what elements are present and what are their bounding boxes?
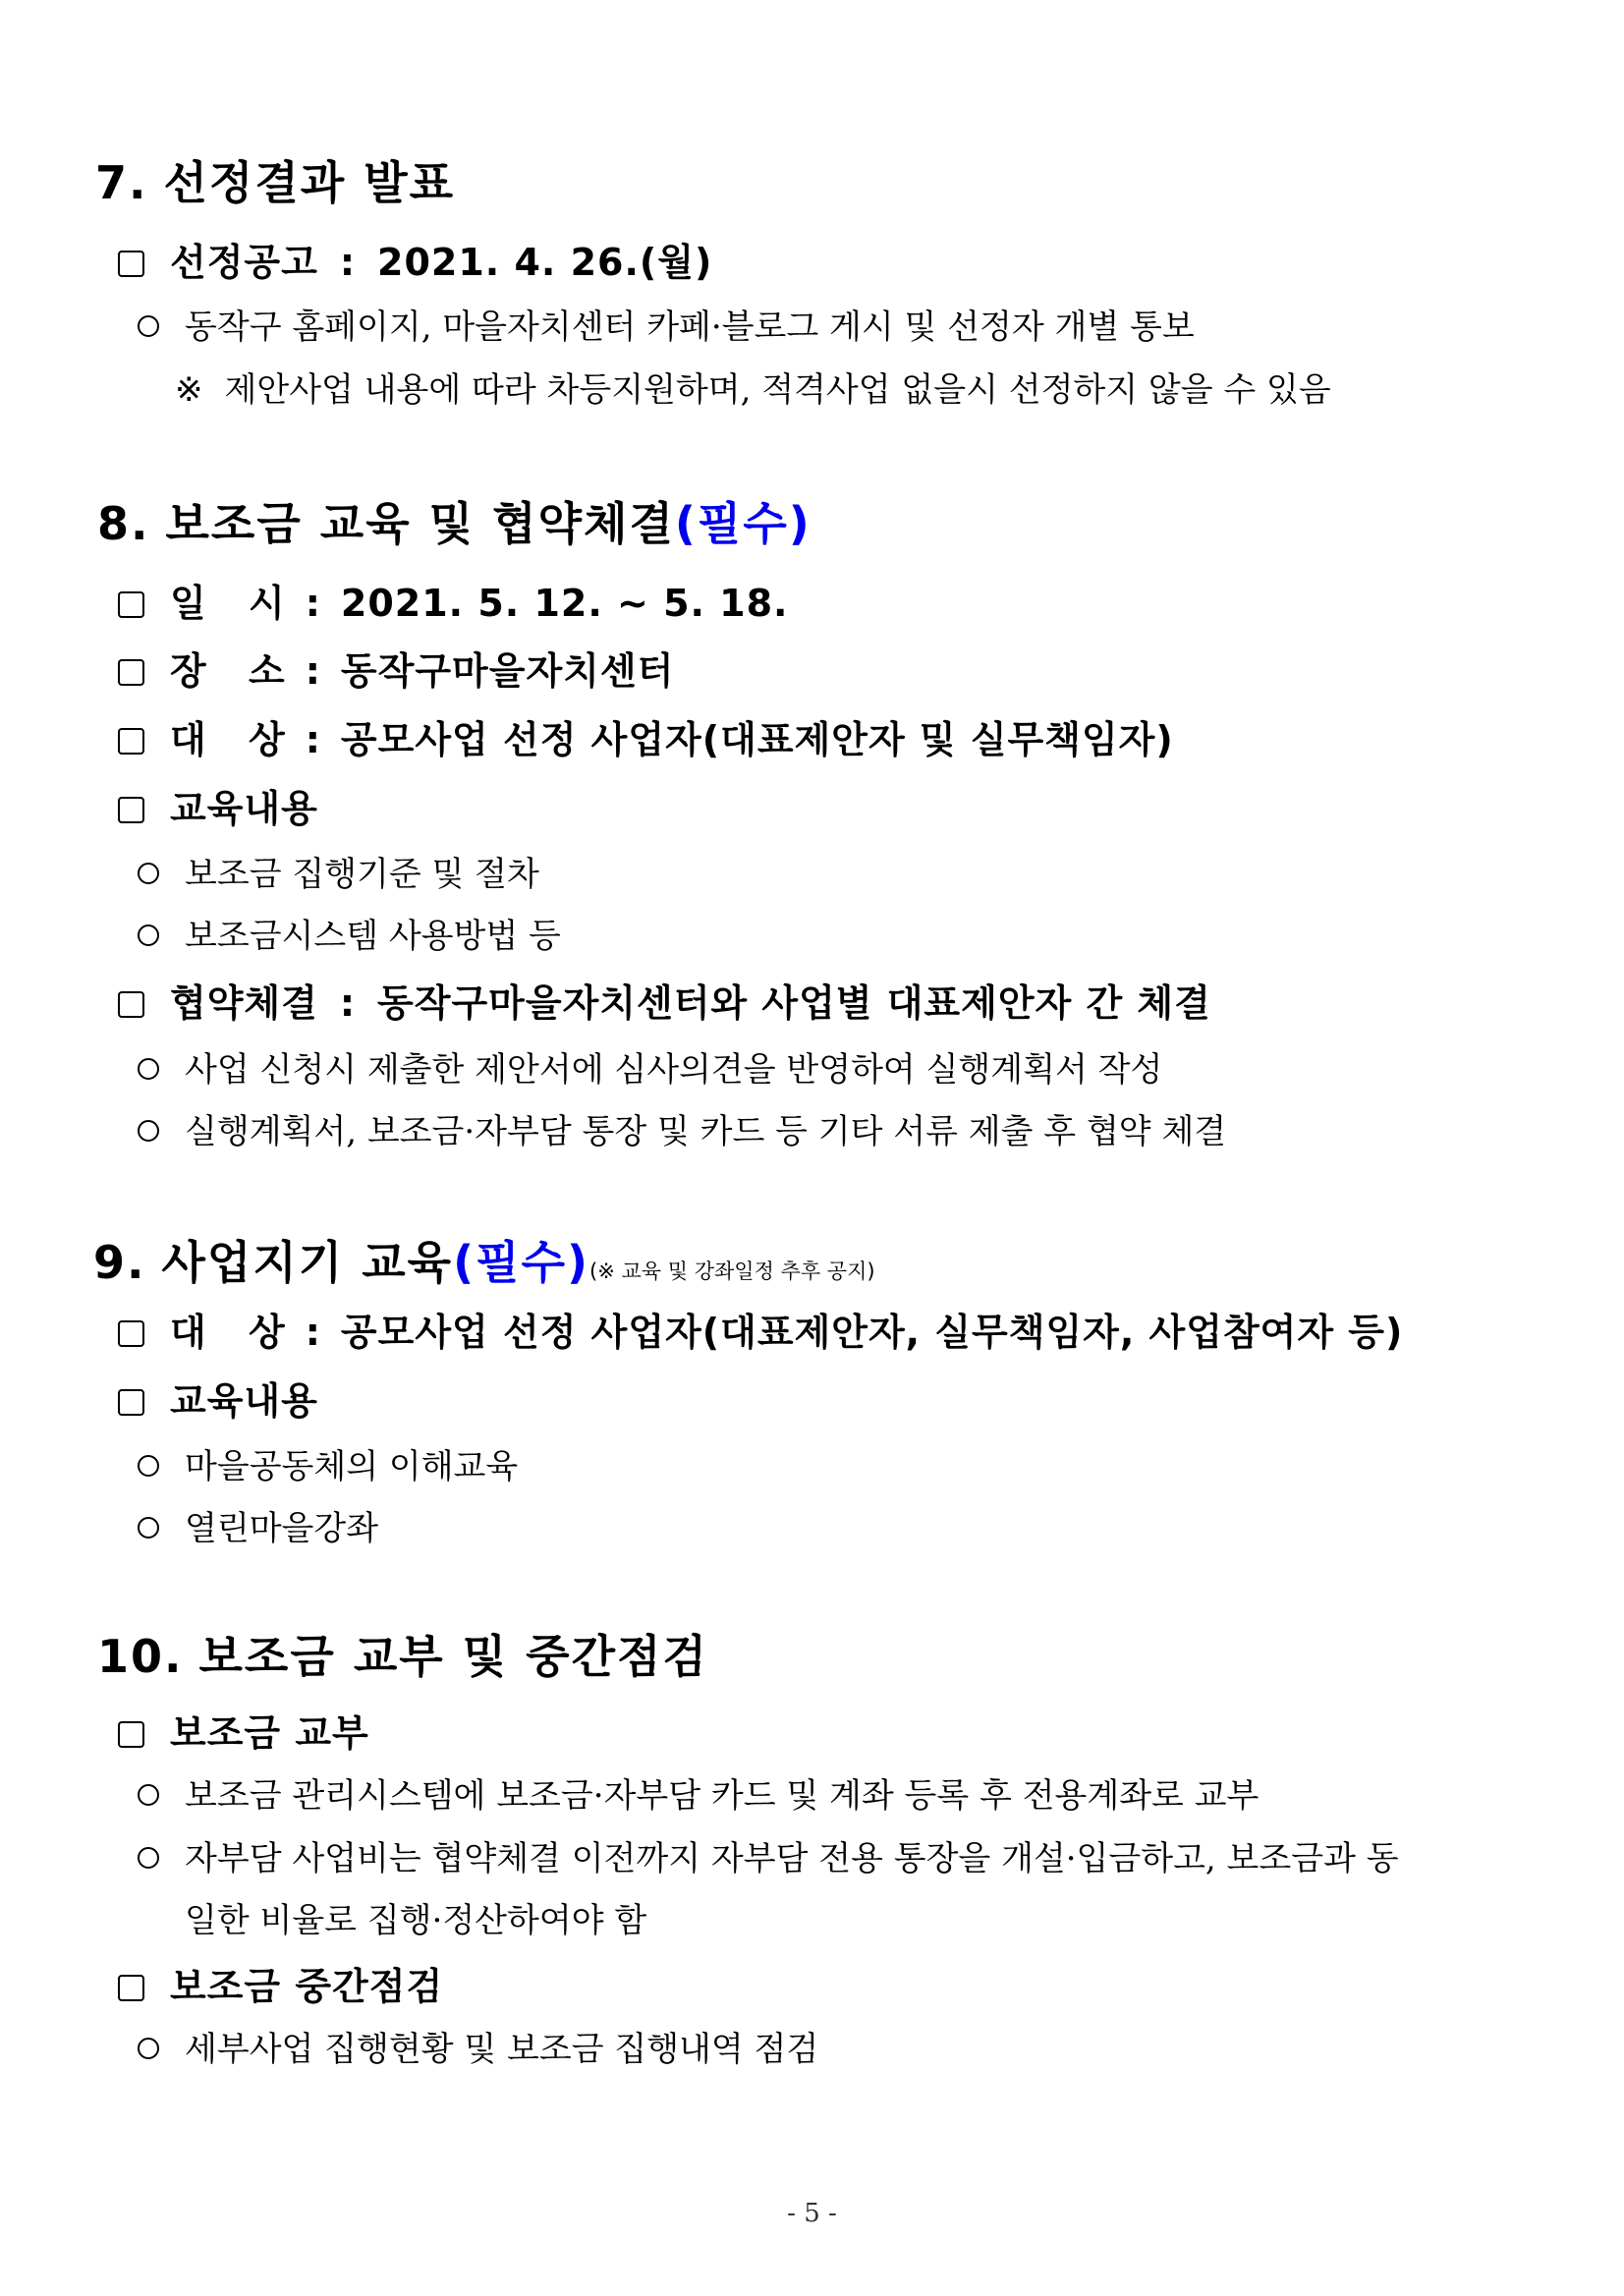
checkbox-square-icon bbox=[118, 1389, 144, 1416]
s7-bullet-1-text: 동작구 홈페이지, 마을자치센터 카페·블로그 게시 및 선정자 개별 통보 bbox=[185, 308, 1195, 347]
checkbox-square-icon bbox=[118, 659, 144, 686]
s7-announce-value: 2021. 4. 26.(월) bbox=[377, 241, 713, 284]
circle-bullet-icon bbox=[138, 2038, 159, 2059]
s8-place-label-a: 장 bbox=[170, 649, 207, 693]
s10-check-title-text: 보조금 중간점검 bbox=[170, 1965, 444, 2008]
checkbox-square-icon bbox=[118, 797, 144, 823]
s9-edu-item-2-text: 열린마을강좌 bbox=[185, 1509, 379, 1548]
section-10-number: 10. bbox=[97, 1630, 184, 1683]
s9-edu-item-1 bbox=[138, 1439, 518, 1487]
s8-edu-item-2-text: 보조금시스템 사용방법 등 bbox=[185, 917, 561, 956]
s10-grant-bullet-1 bbox=[138, 1768, 1259, 1817]
s8-place-value: 동작구마을자치센터 bbox=[340, 649, 675, 693]
section-8-required: (필수) bbox=[674, 497, 812, 550]
checkbox-square-icon bbox=[118, 1721, 144, 1748]
page-number: - 5 - bbox=[787, 2199, 837, 2228]
circle-bullet-icon bbox=[138, 924, 159, 946]
circle-bullet-icon bbox=[138, 1517, 159, 1539]
s10-check-bullet-1-text: 세부사업 집행현황 및 보조금 집행내역 점검 bbox=[185, 2030, 819, 2069]
s9-target-value: 공모사업 선정 사업자(대표제안자, 실무책임자, 사업참여자 등) bbox=[340, 1311, 1404, 1354]
checkbox-square-icon bbox=[118, 1975, 144, 2001]
s8-date-value: 2021. 5. 12. ~ 5. 18. bbox=[340, 582, 789, 625]
section-9-number: 9. bbox=[93, 1236, 146, 1289]
s8-target-label-b: 상 bbox=[249, 718, 286, 761]
s10-grant-bullet-1-text: 보조금 관리시스템에 보조금·자부담 카드 및 계좌 등록 후 전용계좌로 교부 bbox=[185, 1776, 1260, 1816]
s8-place-item bbox=[118, 641, 674, 695]
s7-note-text: 제안사업 내용에 따라 차등지원하며, 적격사업 없을시 선정하지 않을 수 있음 bbox=[224, 370, 1331, 410]
s9-target-sep: : bbox=[305, 1311, 321, 1354]
s8-target-value: 공모사업 선정 사업자(대표제안자 및 실무책임자) bbox=[340, 718, 1174, 761]
s8-agree-bullet-1-text: 사업 신청시 제출한 제안서에 심사의견을 반영하여 실행계획서 작성 bbox=[185, 1050, 1163, 1090]
s10-check-bullet-1 bbox=[138, 2022, 818, 2070]
s8-target-item bbox=[118, 709, 1174, 763]
s8-agree-value: 동작구마을자치센터와 사업별 대표제안자 간 체결 bbox=[377, 981, 1211, 1025]
s10-grant-title-text: 보조금 교부 bbox=[170, 1711, 369, 1755]
section-9-required: (필수) bbox=[453, 1236, 590, 1289]
s9-target-item bbox=[118, 1302, 1403, 1356]
checkbox-square-icon bbox=[118, 728, 144, 755]
s9-target-label-a: 대 bbox=[170, 1311, 207, 1354]
s8-target-sep: : bbox=[305, 718, 321, 761]
circle-bullet-icon bbox=[138, 1847, 159, 1869]
s8-edu-title bbox=[118, 778, 318, 832]
s8-date-label-b: 시 bbox=[249, 582, 286, 625]
section-7-number: 7. bbox=[95, 156, 148, 209]
s8-place-sep: : bbox=[305, 649, 321, 693]
s8-agree-label: 협약체결 bbox=[170, 981, 318, 1025]
s8-agree-bullet-2-text: 실행계획서, 보조금·자부담 통장 및 카드 등 기타 서류 제출 후 협약 체결 bbox=[185, 1112, 1227, 1151]
s7-announce-item bbox=[118, 232, 712, 286]
circle-bullet-icon bbox=[138, 1058, 159, 1080]
s9-edu-title bbox=[118, 1371, 318, 1425]
s8-agree-item bbox=[118, 973, 1211, 1027]
circle-bullet-icon bbox=[138, 315, 159, 337]
checkbox-square-icon bbox=[118, 1320, 144, 1347]
checkbox-square-icon bbox=[118, 251, 144, 277]
s8-edu-item-1 bbox=[138, 847, 539, 895]
s8-edu-title-text: 교육내용 bbox=[170, 787, 318, 830]
section-9-note: (※ 교육 및 강좌일정 추후 공지) bbox=[589, 1260, 875, 1283]
section-10-heading bbox=[97, 1621, 708, 1686]
s10-grant-bullet-2-continued bbox=[185, 1893, 646, 1941]
circle-bullet-icon bbox=[138, 1784, 159, 1806]
s10-grant-title bbox=[118, 1703, 369, 1757]
section-8-title: 보조금 교육 및 협약체결 bbox=[165, 497, 675, 550]
s7-note bbox=[175, 363, 1331, 411]
s8-agree-bullet-1 bbox=[138, 1042, 1162, 1091]
section-7-heading bbox=[95, 147, 455, 212]
s8-edu-item-1-text: 보조금 집행기준 및 절차 bbox=[185, 855, 539, 894]
s10-grant-bullet-2-text: 자부담 사업비는 협약체결 이전까지 자부담 전용 통장을 개설·입금하고, 보조금과 동 bbox=[185, 1839, 1399, 1878]
s9-edu-item-2 bbox=[138, 1501, 378, 1549]
s8-place-label-b: 소 bbox=[249, 649, 286, 693]
checkbox-square-icon bbox=[118, 991, 144, 1018]
s8-date-sep: : bbox=[305, 582, 321, 625]
section-9-title: 사업지기 교육 bbox=[161, 1236, 454, 1289]
circle-bullet-icon bbox=[138, 863, 159, 884]
s8-edu-item-2 bbox=[138, 909, 561, 957]
s9-edu-item-1-text: 마을공동체의 이해교육 bbox=[185, 1447, 519, 1486]
circle-bullet-icon bbox=[138, 1120, 159, 1142]
s8-date-item bbox=[118, 573, 789, 627]
s10-check-title bbox=[118, 1956, 443, 2010]
section-8-heading bbox=[97, 488, 812, 553]
s8-date-label-a: 일 bbox=[170, 582, 207, 625]
section-10-title: 보조금 교부 및 중간점검 bbox=[198, 1630, 708, 1683]
section-9-heading bbox=[93, 1227, 875, 1292]
s10-grant-bullet-2 bbox=[138, 1831, 1399, 1879]
s7-announce-sep: : bbox=[339, 241, 357, 284]
s9-edu-title-text: 교육내용 bbox=[170, 1379, 318, 1423]
circle-bullet-icon bbox=[138, 1455, 159, 1477]
s8-agree-sep: : bbox=[339, 981, 357, 1025]
section-7-title: 선정결과 발표 bbox=[163, 156, 456, 209]
reference-mark-icon: ※ bbox=[175, 370, 203, 410]
s8-agree-bullet-2 bbox=[138, 1104, 1226, 1152]
s7-announce-label: 선정공고 bbox=[170, 241, 318, 284]
s10-grant-bullet-2-cont-text: 일한 비율로 집행·정산하여야 함 bbox=[185, 1901, 647, 1940]
s9-target-label-b: 상 bbox=[249, 1311, 286, 1354]
s7-bullet-1 bbox=[138, 300, 1195, 348]
section-8-number: 8. bbox=[97, 497, 150, 550]
checkbox-square-icon bbox=[118, 591, 144, 618]
s8-target-label-a: 대 bbox=[170, 718, 207, 761]
